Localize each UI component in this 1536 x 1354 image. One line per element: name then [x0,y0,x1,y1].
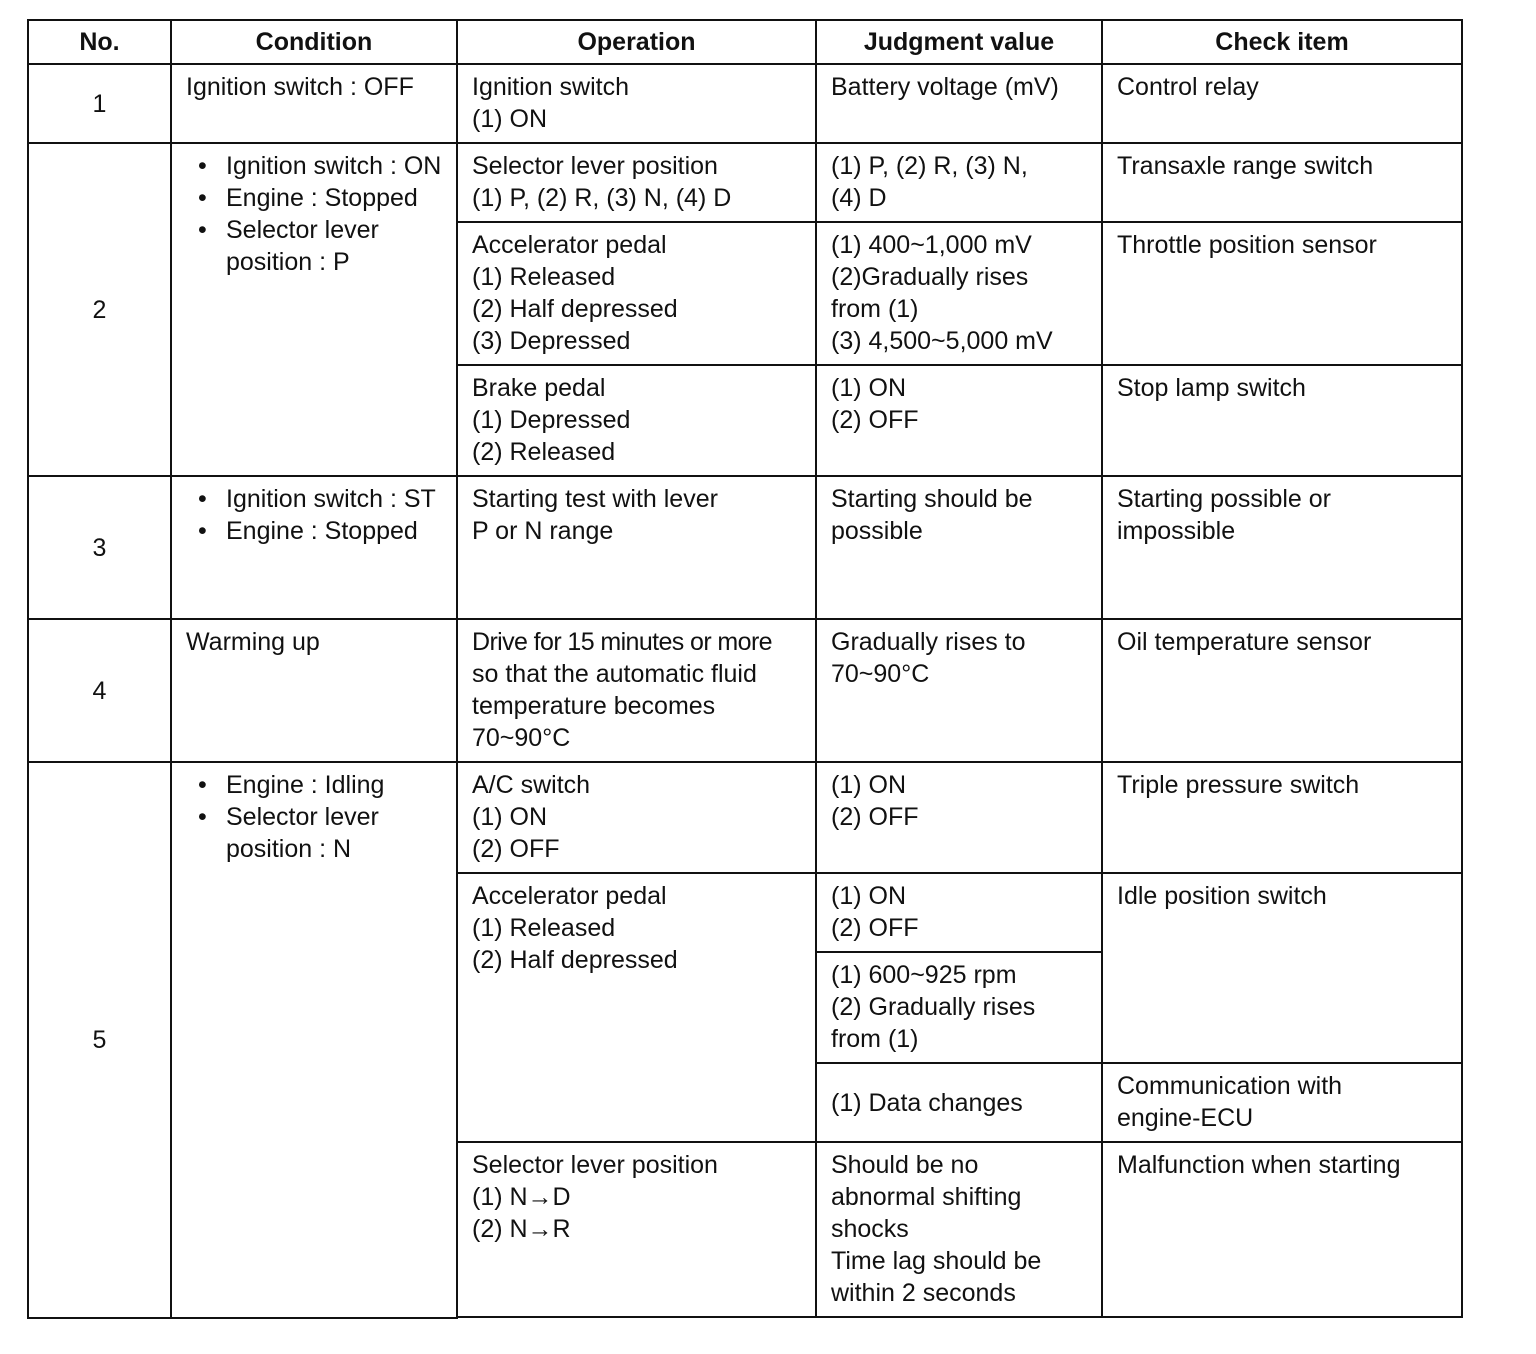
header-condition: Condition [171,20,457,64]
condition-item: • Engine : Idling [226,769,442,801]
operation-line: (1) Released [472,914,616,942]
header-row [28,20,1462,64]
operation-line: (2) Half depressed [472,295,678,323]
judgment-line: (1) 600~925 rpm [831,961,1017,989]
operation-cell [457,619,816,762]
judgment-cell [816,1063,1102,1142]
judgment-line: (2)Gradually rises [831,263,1029,291]
header-judgment-value: Judgment value [816,20,1102,64]
table-row [28,143,1462,222]
operation-line: (1) Depressed [472,406,631,434]
judgment-line: (2) OFF [831,406,919,434]
check-item-cell [1102,365,1462,476]
row-number: 4 [28,619,171,762]
judgment-line: (1) 400~1,000 mV [831,231,1032,259]
check-item-text: Malfunction when starting [1117,1151,1401,1179]
condition-cell [171,619,457,762]
condition-list [186,483,442,547]
condition-item: • Engine : Stopped [226,182,442,214]
judgment-cell [816,64,1102,143]
judgment-line: from (1) [831,1025,919,1053]
judgment-line: abnormal shifting [831,1183,1022,1211]
operation-line: temperature becomes [472,692,716,720]
operation-line: (2) N→R [472,1215,571,1243]
row-number: 2 [28,143,171,476]
operation-cell [457,222,816,365]
judgment-line: (1) Data changes [831,1088,1023,1117]
check-item-text: Triple pressure switch [1117,771,1360,799]
judgment-line: Time lag should be [831,1247,1042,1275]
operation-line: (2) OFF [472,835,560,863]
check-item-cell [1102,619,1462,762]
check-item-text: Stop lamp switch [1117,374,1306,402]
judgment-line: (1) ON [831,882,906,910]
condition-text: Warming up [186,628,320,656]
judgment-cell [816,365,1102,476]
inspection-table [27,19,1463,1319]
operation-cell [457,1142,816,1317]
operation-line: Accelerator pedal [472,882,667,910]
operation-cell [457,64,816,143]
operation-cell [457,873,816,1142]
check-item-line: impossible [1117,517,1236,545]
table-row [28,619,1462,762]
operation-cell [457,365,816,476]
operation-line: (2) Half depressed [472,946,678,974]
judgment-cell [816,619,1102,762]
operation-line: Brake pedal [472,374,606,402]
judgment-line: shocks [831,1215,909,1243]
condition-list [186,150,442,278]
check-item-text: Idle position switch [1117,882,1327,910]
judgment-line: (2) OFF [831,803,919,831]
operation-line: Drive for 15 minutes or more [472,628,772,656]
operation-line: (3) Depressed [472,327,631,355]
operation-line: (1) N→D [472,1183,571,1211]
operation-line: Selector lever position [472,152,718,180]
operation-line: so that the automatic fluid [472,660,757,688]
condition-cell [171,64,457,143]
table-row [28,64,1462,143]
judgment-line: Starting should be [831,485,1033,513]
operation-line: A/C switch [472,771,591,799]
check-item-line: Communication with [1117,1072,1343,1100]
judgment-cell [816,222,1102,365]
condition-text: Ignition switch : OFF [186,73,414,101]
judgment-line: (1) ON [831,374,906,402]
check-item-text: Oil temperature sensor [1117,628,1372,656]
check-item-cell [1102,222,1462,365]
judgment-cell [816,476,1102,619]
check-item-cell [1102,64,1462,143]
check-item-cell [1102,1063,1462,1142]
judgment-line: (3) 4,500~5,000 mV [831,327,1053,355]
operation-line: Starting test with lever [472,485,718,513]
judgment-cell [816,762,1102,873]
check-item-text: Throttle position sensor [1117,231,1377,259]
judgment-line: Gradually rises to [831,628,1026,656]
operation-line: (1) ON [472,105,547,133]
condition-cell [171,476,457,619]
condition-item: • Ignition switch : ST [226,483,442,515]
judgment-line: (2) Gradually rises [831,993,1036,1021]
row-number: 5 [28,762,171,1318]
operation-cell [457,762,816,873]
header-no: No. [28,20,171,64]
row-number: 1 [28,64,171,143]
header-operation: Operation [457,20,816,64]
judgment-line: (1) ON [831,771,906,799]
operation-line: (1) Released [472,263,616,291]
check-item-text: Transaxle range switch [1117,152,1374,180]
condition-cell [171,143,457,476]
judgment-line: possible [831,517,923,545]
operation-line: Ignition switch [472,73,630,101]
judgment-cell [816,952,1102,1063]
operation-line: (2) Released [472,438,616,466]
judgment-cell [816,873,1102,952]
condition-item: • Engine : Stopped [226,515,442,547]
check-item-cell [1102,476,1462,619]
check-item-cell [1102,1142,1462,1317]
judgment-line: 70~90°C [831,660,930,688]
judgment-cell [816,1142,1102,1317]
condition-item: • Selector lever position : N [226,801,442,865]
condition-list [186,769,442,865]
judgment-line: within 2 seconds [831,1279,1016,1307]
judgment-line: (2) OFF [831,914,919,942]
judgment-cell [816,143,1102,222]
operation-line: (1) P, (2) R, (3) N, (4) D [472,184,732,212]
operation-line: Accelerator pedal [472,231,667,259]
check-item-line: engine-ECU [1117,1104,1254,1132]
check-item-cell [1102,762,1462,873]
check-item-text: Control relay [1117,73,1259,101]
check-item-line: Starting possible or [1117,485,1332,513]
operation-line: (1) ON [472,803,547,831]
judgment-line: Battery voltage (mV) [831,73,1059,101]
judgment-line: Should be no [831,1151,979,1179]
judgment-line: (4) D [831,184,887,212]
condition-item: • Ignition switch : ON [226,150,442,182]
table-row [28,476,1462,619]
operation-line: Selector lever position [472,1151,718,1179]
header-check-item: Check item [1102,20,1462,64]
operation-line: P or N range [472,517,614,545]
operation-cell [457,476,816,619]
row-number: 3 [28,476,171,619]
table-row [28,762,1462,873]
judgment-line: from (1) [831,295,919,323]
check-item-cell [1102,143,1462,222]
check-item-cell [1102,873,1462,1063]
judgment-line: (1) P, (2) R, (3) N, [831,152,1028,180]
condition-item: • Selector lever position : P [226,214,442,278]
condition-cell [171,762,457,1318]
operation-cell [457,143,816,222]
operation-line: 70~90°C [472,724,571,752]
